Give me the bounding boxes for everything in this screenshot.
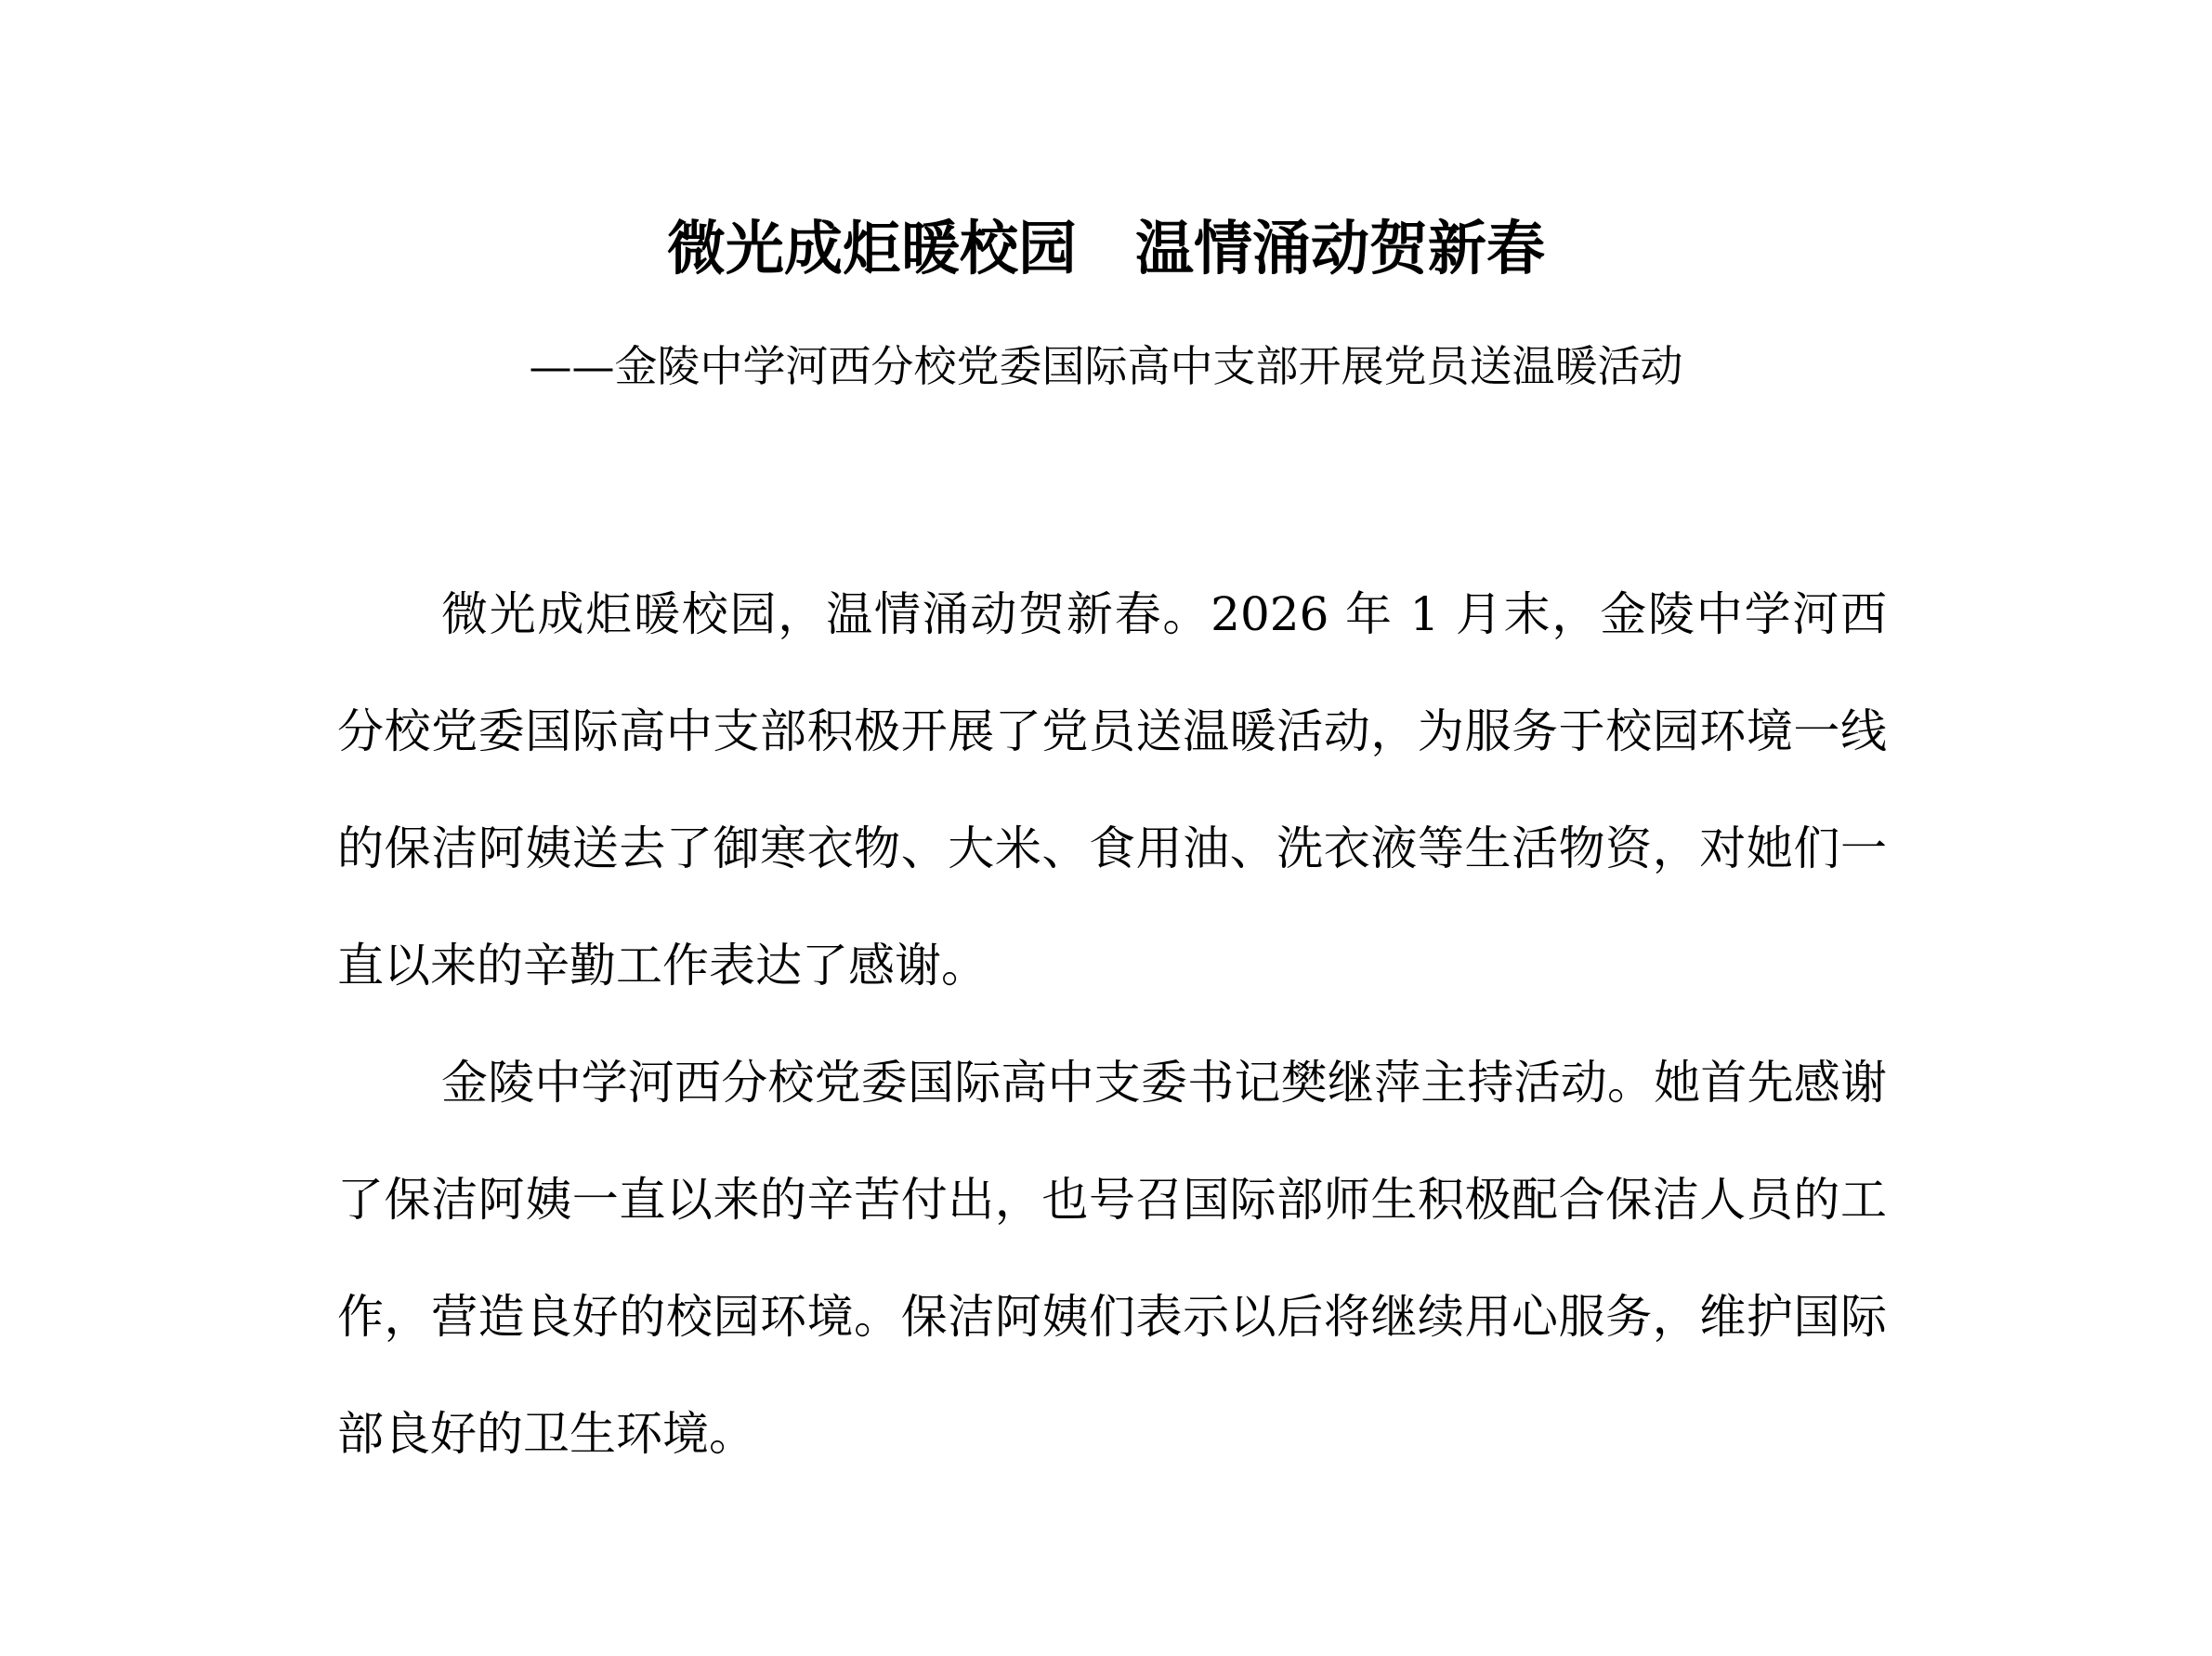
body-paragraph-2: 金陵中学河西分校党委国际高中支委书记樊继萍主持活动。她首先感谢了保洁阿姨一直以来的辛苦付出，也号召国际部师生积极配合保洁人员的工作，营造良好的校园环境。保洁阿姨们表示以后将继续用心服务，维护国际部良好的卫生环境。 <box>337 1056 1887 1461</box>
document-body <box>337 556 1887 1492</box>
document-subtitle: ——金陵中学河西分校党委国际高中支部开展党员送温暖活动 <box>529 341 1683 391</box>
document-title: 微光成炬暖校园 温情涌动贺新春 <box>667 215 1545 283</box>
body-paragraph-1: 微光成炬暖校园，温情涌动贺新春。2026 年 1 月末，金陵中学河西分校党委国际高中支部积极开展了党员送温暖活动，为服务于校园环境一线的保洁阿姨送去了御寒衣物、大米、食用油、洗衣液等生活物资，对她们一直以来的辛勤工作表达了感谢。 <box>337 587 1887 992</box>
